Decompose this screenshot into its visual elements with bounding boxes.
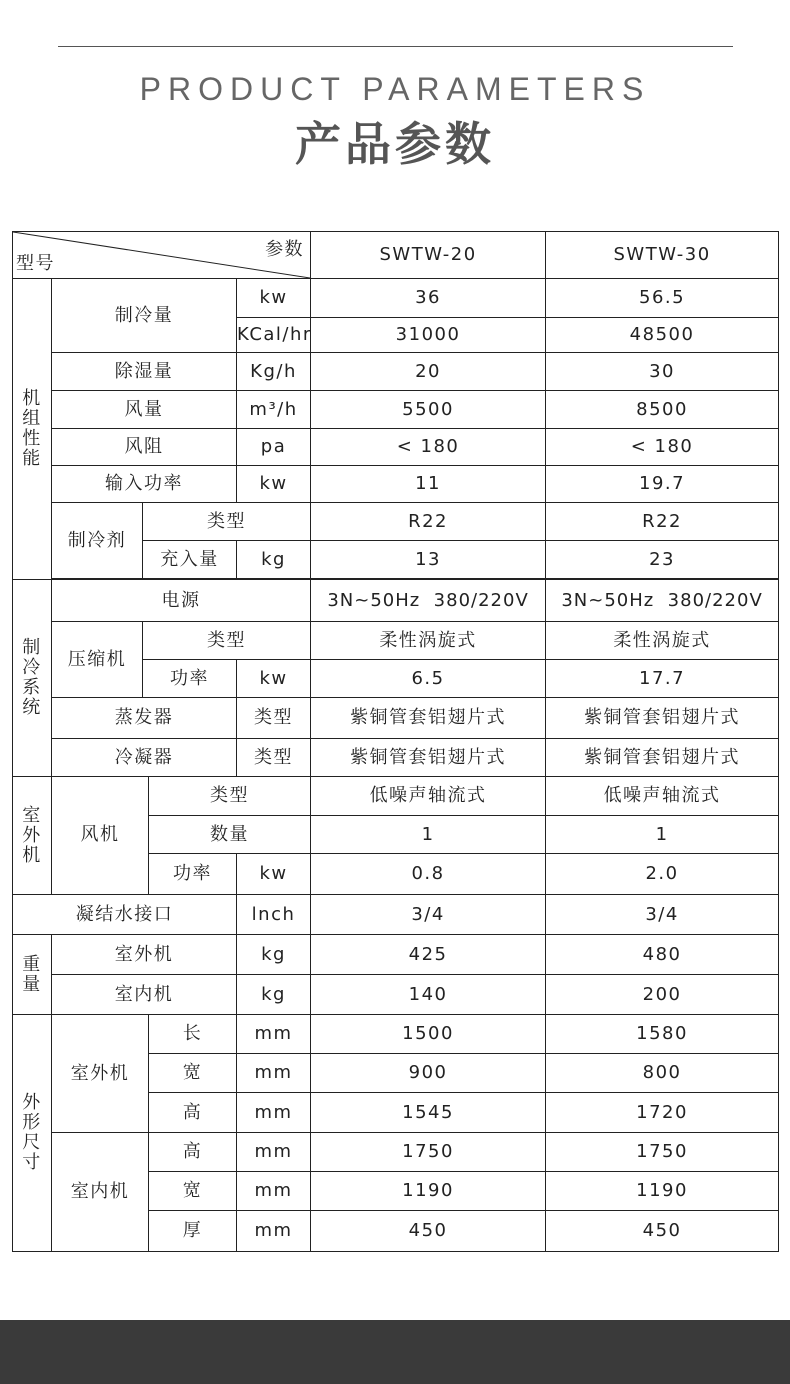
row-label: 风阻 bbox=[52, 429, 237, 466]
table-row bbox=[13, 503, 779, 541]
bottom-dark-band bbox=[0, 1320, 790, 1384]
value-cell: 3N~50Hz 380/220V bbox=[311, 580, 546, 622]
unit-cell: mm bbox=[237, 1172, 311, 1211]
row-label: 除湿量 bbox=[52, 353, 237, 391]
table-row bbox=[13, 935, 779, 975]
value-cell: 56.5 bbox=[546, 279, 779, 318]
value-cell: 13 bbox=[311, 541, 546, 579]
unit-cell: lnch bbox=[237, 895, 311, 935]
value-cell: 425 bbox=[311, 935, 546, 975]
sub-label: 高 bbox=[149, 1093, 237, 1133]
blank-cell bbox=[52, 854, 149, 895]
value-cell: 19.7 bbox=[546, 466, 779, 503]
value-cell: < 180 bbox=[546, 429, 779, 466]
sub-label: 类型 bbox=[143, 622, 311, 660]
corner-header-cell bbox=[13, 232, 311, 279]
unit-cell: mm bbox=[237, 1133, 311, 1172]
sub-label: 类型 bbox=[149, 777, 311, 816]
header-row bbox=[13, 232, 779, 279]
value-cell: 1750 bbox=[311, 1133, 546, 1172]
value-cell: 1 bbox=[546, 816, 779, 854]
group-outdoor-unit: 室外机 bbox=[13, 777, 52, 895]
value-cell: 140 bbox=[311, 975, 546, 1015]
parameters-table bbox=[12, 231, 779, 1252]
value-cell: 3/4 bbox=[546, 895, 779, 935]
group-dimensions: 外形尺寸 bbox=[13, 1015, 52, 1252]
value-cell: 31000 bbox=[311, 318, 546, 353]
row-label: 风量 bbox=[52, 391, 237, 429]
blank-cell bbox=[52, 777, 149, 816]
table-row bbox=[13, 975, 779, 1015]
value-cell: 200 bbox=[546, 975, 779, 1015]
value-cell: 5500 bbox=[311, 391, 546, 429]
value-cell: 1750 bbox=[546, 1133, 779, 1172]
title-chinese: 产品参数 bbox=[295, 117, 495, 171]
unit-cell: mm bbox=[237, 1093, 311, 1133]
row-label: 室内机 bbox=[52, 975, 237, 1015]
table-row bbox=[13, 777, 779, 816]
value-cell: 1190 bbox=[546, 1172, 779, 1211]
model-header-2: SWTW-30 bbox=[546, 232, 779, 279]
value-cell: 1 bbox=[311, 816, 546, 854]
row-label: 凝结水接口 bbox=[13, 895, 237, 935]
value-cell: 1545 bbox=[311, 1093, 546, 1133]
table-row bbox=[13, 1015, 779, 1054]
value-cell: R22 bbox=[311, 503, 546, 541]
sub-label: 功率 bbox=[149, 854, 237, 895]
unit-cell: mm bbox=[237, 1054, 311, 1093]
value-cell: 450 bbox=[311, 1211, 546, 1252]
model-header-1: SWTW-20 bbox=[311, 232, 546, 279]
unit-cell: kg bbox=[237, 935, 311, 975]
table-row bbox=[13, 816, 779, 854]
sub-label: 数量 bbox=[149, 816, 311, 854]
value-cell: 23 bbox=[546, 541, 779, 579]
table-row bbox=[13, 279, 779, 318]
value-cell: 1190 bbox=[311, 1172, 546, 1211]
value-cell: 2.0 bbox=[546, 854, 779, 895]
row-label-refrigerant: 制冷剂 bbox=[52, 503, 143, 579]
table-row bbox=[13, 895, 779, 935]
value-cell: 1500 bbox=[311, 1015, 546, 1054]
unit-cell: kw bbox=[237, 854, 311, 895]
value-cell: 36 bbox=[311, 279, 546, 318]
table-row bbox=[13, 739, 779, 777]
table-row bbox=[13, 391, 779, 429]
value-cell: 柔性涡旋式 bbox=[546, 622, 779, 660]
table-row bbox=[13, 854, 779, 895]
sub-label: 功率 bbox=[143, 660, 237, 698]
sub-label: 厚 bbox=[149, 1211, 237, 1252]
row-label: 冷凝器 bbox=[52, 739, 237, 777]
unit-cell: Kg/h bbox=[237, 353, 311, 391]
row-label: 室外机 bbox=[52, 935, 237, 975]
table-row bbox=[13, 466, 779, 503]
value-cell: 紫铜管套铝翅片式 bbox=[546, 698, 779, 739]
value-cell: 3/4 bbox=[311, 895, 546, 935]
table-row bbox=[13, 698, 779, 739]
value-cell: < 180 bbox=[311, 429, 546, 466]
row-label: 制冷量 bbox=[52, 279, 237, 353]
value-cell: 3N~50Hz 380/220V bbox=[546, 580, 779, 622]
unit-cell: kw bbox=[237, 466, 311, 503]
table-row bbox=[13, 622, 779, 660]
value-cell: 900 bbox=[311, 1054, 546, 1093]
unit-cell: kg bbox=[237, 975, 311, 1015]
row-label-compressor: 压缩机 bbox=[52, 622, 143, 698]
table-row bbox=[13, 1133, 779, 1172]
value-cell: 0.8 bbox=[311, 854, 546, 895]
corner-label-params: 参数 bbox=[265, 239, 305, 260]
value-cell: 480 bbox=[546, 935, 779, 975]
unit-cell: m³/h bbox=[237, 391, 311, 429]
value-cell: 8500 bbox=[546, 391, 779, 429]
corner-label-model: 型号 bbox=[16, 253, 55, 274]
sub-label: 充入量 bbox=[143, 541, 237, 579]
sub-label: 高 bbox=[149, 1133, 237, 1172]
title-english: PRODUCT PARAMETERS bbox=[139, 71, 651, 107]
top-divider bbox=[58, 46, 733, 47]
table-row bbox=[13, 353, 779, 391]
unit-cell: kw bbox=[237, 660, 311, 698]
value-cell: 11 bbox=[311, 466, 546, 503]
value-cell: 1720 bbox=[546, 1093, 779, 1133]
group-unit-performance: 机组性能 bbox=[13, 279, 52, 580]
value-cell: 柔性涡旋式 bbox=[311, 622, 546, 660]
value-cell: 30 bbox=[546, 353, 779, 391]
unit-cell: 类型 bbox=[237, 698, 311, 739]
value-cell: 紫铜管套铝翅片式 bbox=[546, 739, 779, 777]
value-cell: R22 bbox=[546, 503, 779, 541]
table-row bbox=[13, 429, 779, 466]
row-label-outdoor-unit: 室外机 bbox=[52, 1015, 149, 1133]
value-cell: 紫铜管套铝翅片式 bbox=[311, 698, 546, 739]
sub-label: 类型 bbox=[143, 503, 311, 541]
unit-cell: mm bbox=[237, 1211, 311, 1252]
value-cell: 低噪声轴流式 bbox=[311, 777, 546, 816]
value-cell: 紫铜管套铝翅片式 bbox=[311, 739, 546, 777]
value-cell: 20 bbox=[311, 353, 546, 391]
row-label: 输入功率 bbox=[52, 466, 237, 503]
value-cell: 800 bbox=[546, 1054, 779, 1093]
value-cell: 450 bbox=[546, 1211, 779, 1252]
value-cell: 17.7 bbox=[546, 660, 779, 698]
value-cell: 1580 bbox=[546, 1015, 779, 1054]
row-label: 蒸发器 bbox=[52, 698, 237, 739]
sub-label: 长 bbox=[149, 1015, 237, 1054]
group-weight: 重量 bbox=[13, 935, 52, 1015]
sub-label: 宽 bbox=[149, 1172, 237, 1211]
unit-cell: kw bbox=[237, 279, 311, 318]
value-cell: 6.5 bbox=[311, 660, 546, 698]
value-cell: 48500 bbox=[546, 318, 779, 353]
sub-label: 宽 bbox=[149, 1054, 237, 1093]
group-cooling-system: 制冷系统 bbox=[13, 580, 52, 777]
row-label-fan: 风机 bbox=[52, 816, 149, 854]
unit-cell: kg bbox=[237, 541, 311, 579]
row-label: 电源 bbox=[52, 580, 311, 622]
unit-cell: mm bbox=[237, 1015, 311, 1054]
value-cell: 低噪声轴流式 bbox=[546, 777, 779, 816]
table-row bbox=[13, 580, 779, 622]
unit-cell: pa bbox=[237, 429, 311, 466]
row-label-indoor-unit: 室内机 bbox=[52, 1133, 149, 1252]
unit-cell: KCal/hr bbox=[237, 318, 311, 353]
unit-cell: 类型 bbox=[237, 739, 311, 777]
